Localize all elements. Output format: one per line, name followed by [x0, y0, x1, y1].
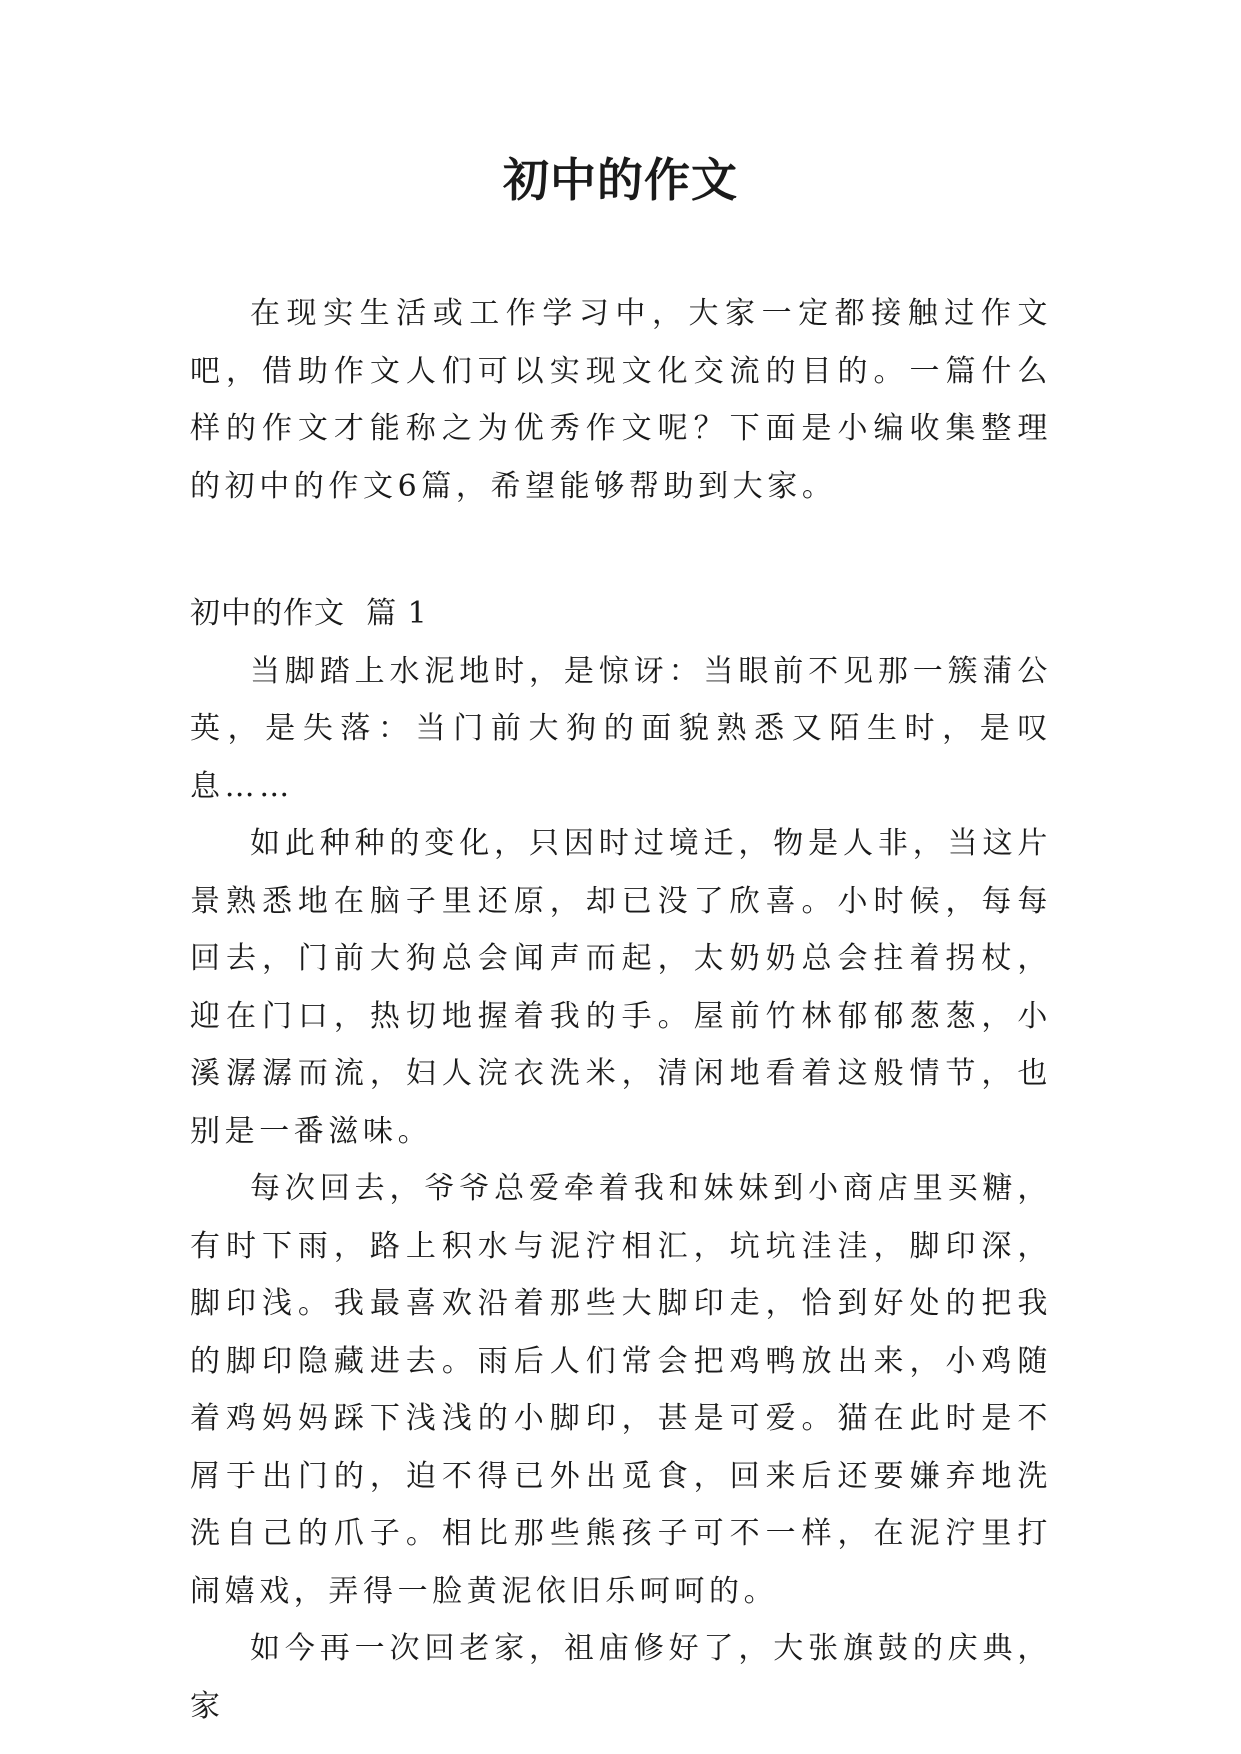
body-paragraph-3: 每次回去，爷爷总爱牵着我和妹妹到小商店里买糖，有时下雨，路上积水与泥泞相汇，坑坑洼洼，脚印深，脚印浅。我最喜欢沿着那些大脚印走，恰到好处的把我的脚印隐藏进去。雨后人们常会把鸡鸭放出来，小鸡随着鸡妈妈踩下浅浅的小脚印，甚是可爱。猫在此时是不屑于出门的，迫不得已外出觅食，回来后还要嫌弃地洗洗自己的爪子。相比那些熊孩子可不一样，在泥泞里打闹嬉戏，弄得一脸黄泥依旧乐呵呵的。 — [190, 1171, 1052, 1609]
body-paragraph-1: 当脚踏上水泥地时，是惊讶：当眼前不见那一簇蒲公英，是失落：当门前大狗的面貌熟悉又陌生时，是叹息…… — [190, 653, 1052, 804]
document-body — [190, 285, 1052, 1735]
intro-paragraph: 在现实生活或工作学习中，大家一定都接触过作文吧，借助作文人们可以实现文化交流的目的。一篇什么样的作文才能称之为优秀作文呢？下面是小编收集整理的初中的作文6篇，希望能够帮助到大家。 — [190, 296, 1052, 504]
section-heading: 初中的作文 篇 1 — [190, 596, 428, 631]
spacer — [190, 515, 1052, 585]
body-paragraph-4: 如今再一次回老家，祖庙修好了，大张旗鼓的庆典，家 — [190, 1631, 1052, 1724]
document-title: 初中的作文 — [503, 153, 738, 207]
body-paragraph-2: 如此种种的变化，只因时过境迁，物是人非，当这片景熟悉地在脑子里还原，却已没了欣喜。小时候，每每回去，门前大狗总会闻声而起，太奶奶总会拄着拐杖，迎在门口，热切地握着我的手。屋前竹林郁郁葱葱，小溪潺潺而流，妇人浣衣洗米，清闲地看着这般情节，也别是一番滋味。 — [190, 826, 1052, 1149]
